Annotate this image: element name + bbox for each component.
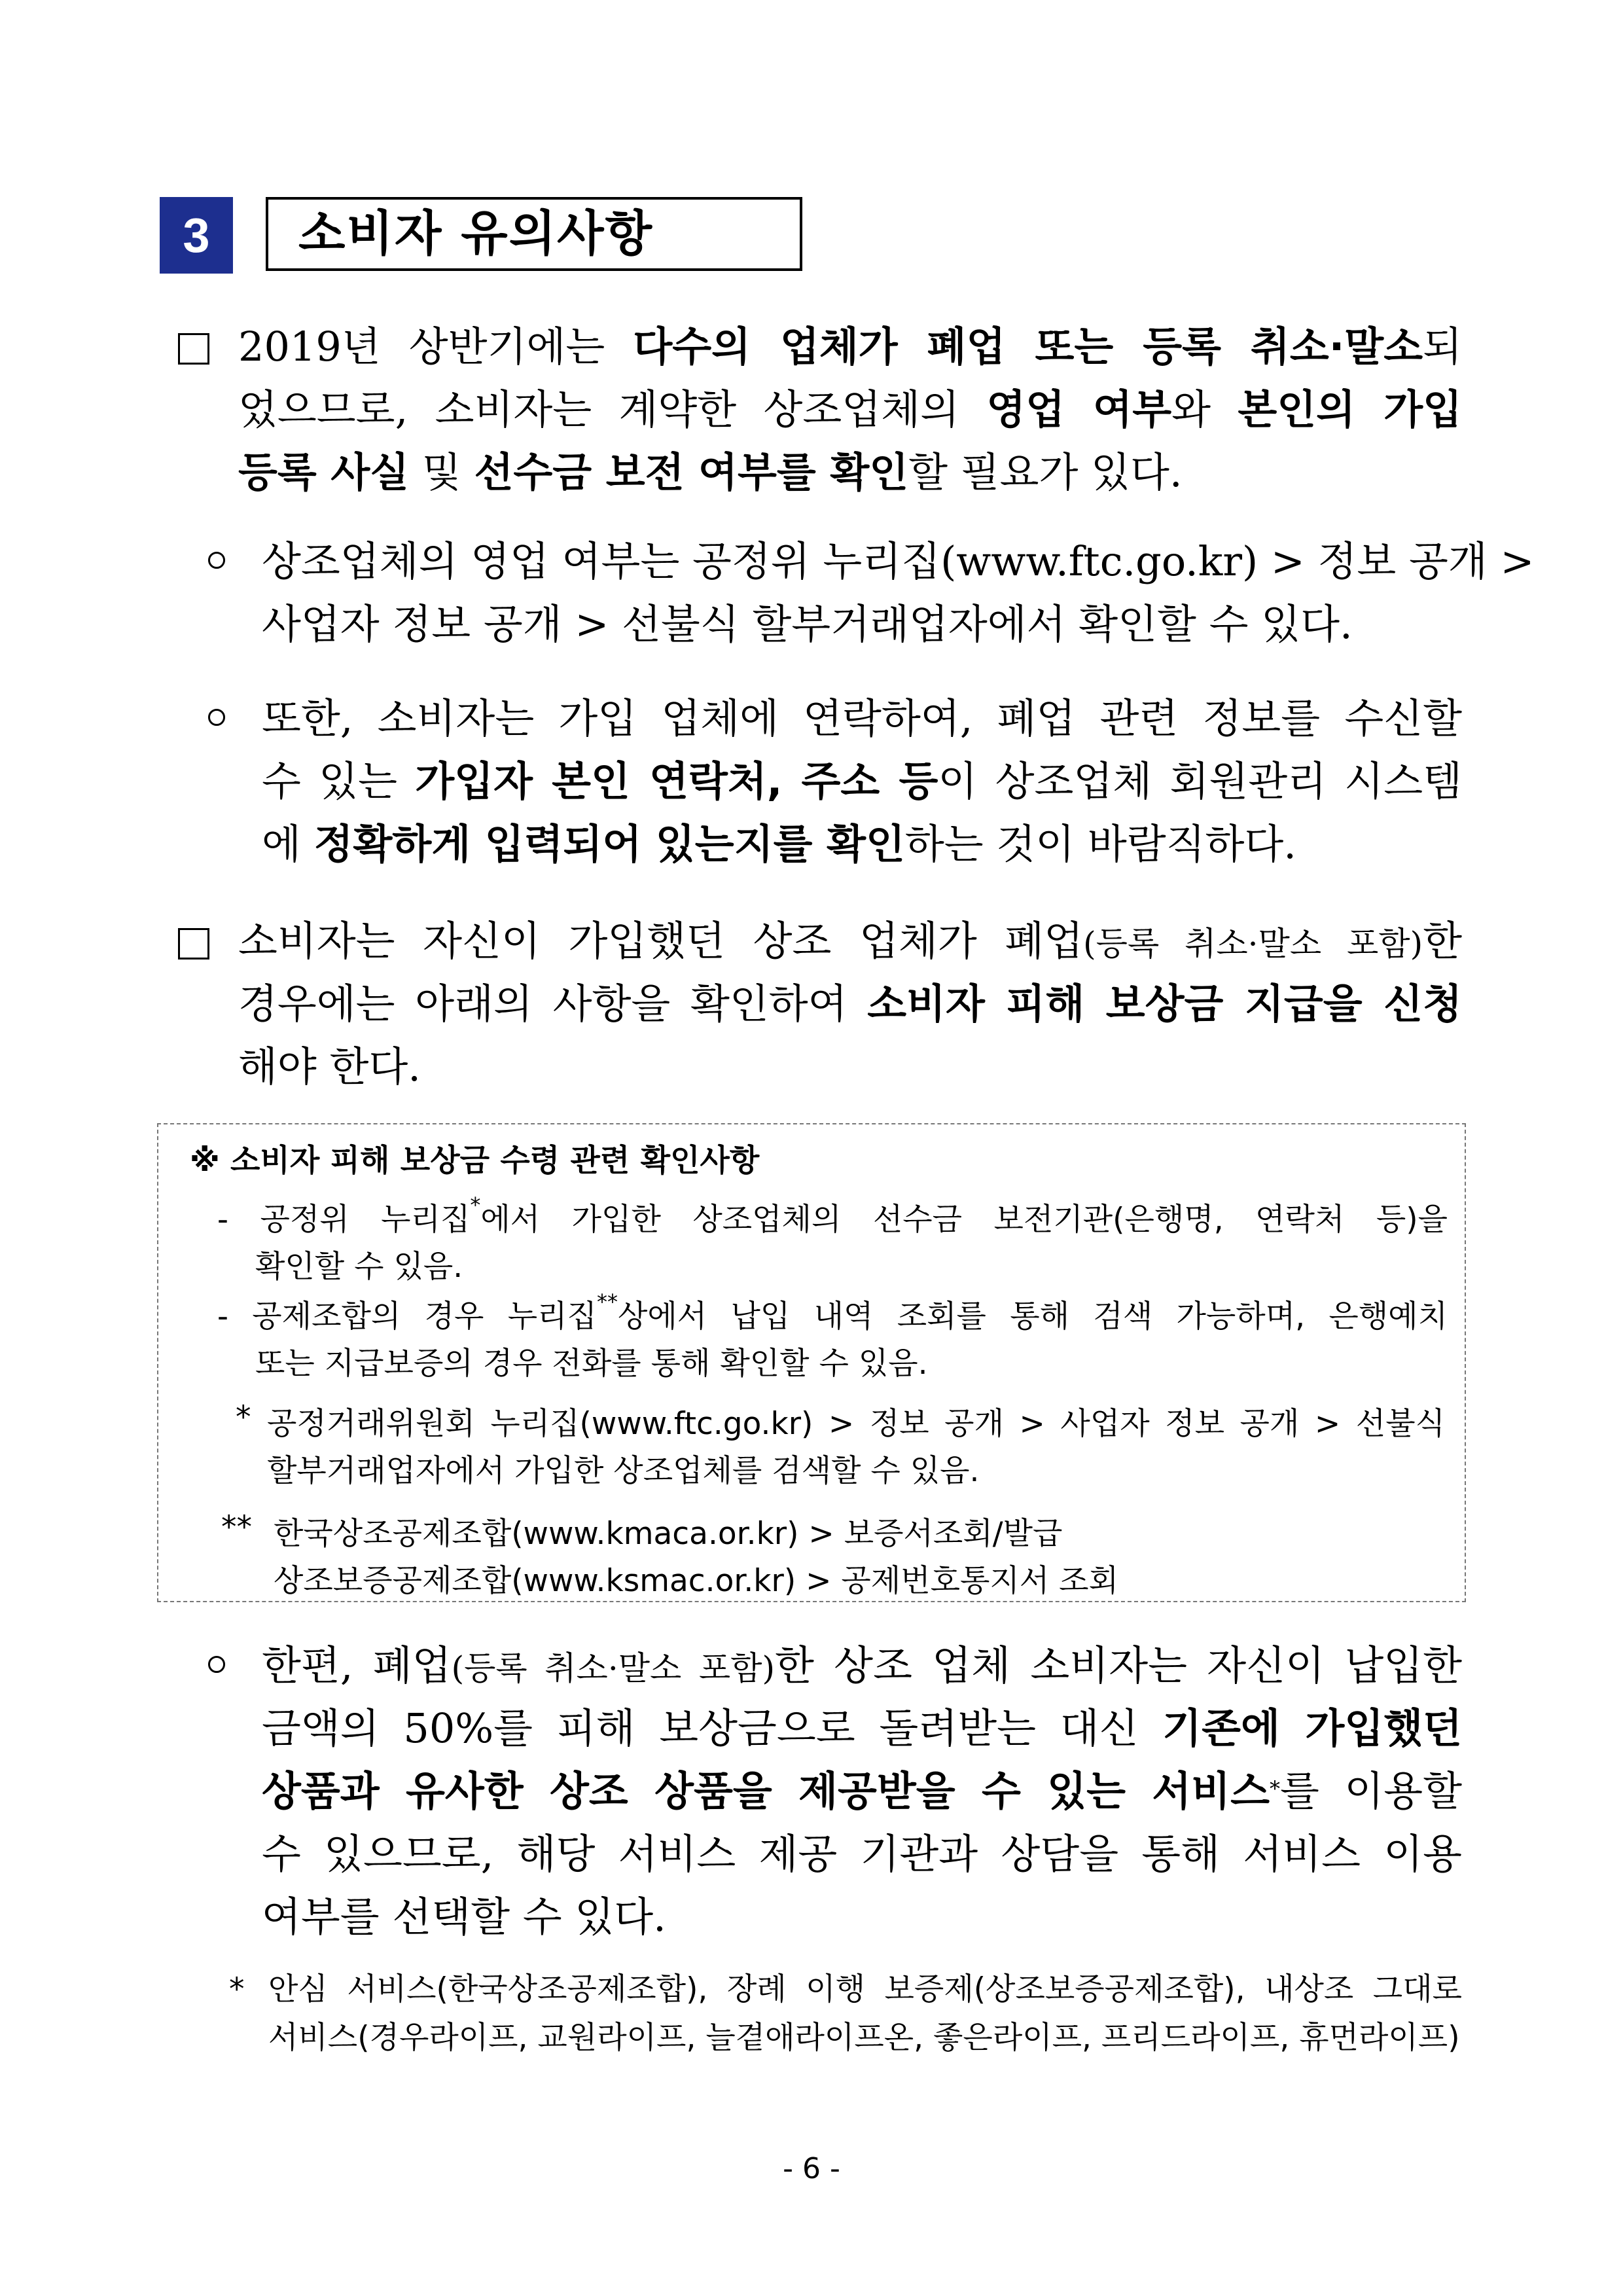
notice-box [157, 1123, 1466, 1602]
sub2-l2-seg2: 이 상조업체 회원관리 시스템 [938, 757, 1462, 805]
sub2-l2-seg0: 수 있는 [262, 757, 416, 805]
footnote-line1: 안심 서비스(한국상조공제조합), 장례 이행 보증제(상조보증공제조합), 내상조 그대로 [268, 1971, 1462, 2007]
circle-bullet [208, 1656, 225, 1673]
sub2-line3 [262, 818, 1296, 870]
sub2-l3-seg0: 에 [262, 820, 314, 868]
para1-line1 [238, 321, 1462, 373]
sub2-l2-seg1: 가입자 본인 연락처, 주소 등 [415, 757, 938, 805]
sub2-line2 [262, 755, 1462, 808]
para1-l2-seg3: 본인의 가입 [1238, 386, 1462, 433]
para1-l1-seg1: 다수의 업체가 폐업 또는 등록 취소·말소 [633, 323, 1423, 370]
section-title: 소비자 유의사항 [298, 206, 654, 262]
para1-line2 [238, 384, 1462, 436]
para2-line2 [238, 978, 1462, 1030]
para1-l2-seg1: 영업 여부 [986, 386, 1172, 433]
sub3-l3b: 를 이용할 [1279, 1767, 1462, 1815]
sub2-l3-seg1: 정확하게 입력되어 있는지를 확인 [313, 820, 905, 868]
checkbox-bullet [178, 333, 209, 365]
para1-l3-seg0: 등록 사실 [238, 448, 410, 496]
para2-l2b: 소비자 피해 보상금 지급을 신청 [867, 980, 1463, 1028]
para1-l3-seg2: 선수금 보전 여부를 확인 [474, 448, 909, 496]
sub3-l3-sup: * [1269, 1776, 1280, 1801]
sub3-line4: 수 있으므로, 해당 서비스 제공 기관과 상담을 통해 서비스 이용 [262, 1830, 1462, 1878]
sub1-line1: 상조업체의 영업 여부는 공정위 누리집(www.ftc.go.kr) > 정보 공개 > [262, 537, 1535, 585]
para2-line3: 해야 한다. [238, 1043, 421, 1090]
para1-line3 [238, 446, 1183, 499]
notice-footnote1-line2: 할부거래업자에서 가입한 상조업체를 검색할 수 있음. [267, 1453, 980, 1489]
para1-l3-seg3: 할 필요가 있다. [908, 448, 1183, 496]
notice-item1-sup: * [470, 1193, 481, 1217]
section-title-box [266, 197, 802, 271]
sub3-l3a: 상품과 유사한 상조 상품을 제공받을 수 있는 서비스 [262, 1767, 1270, 1815]
para1-l1-seg0: 2019년 상반기에는 [238, 323, 633, 370]
notice-footnote2-line2: 상조보증공제조합(www.ksmac.or.kr) > 공제번호통지서 조회 [274, 1563, 1118, 1599]
footnote-line2: 서비스(경우라이프, 교원라이프, 늘곁애라이프온, 좋은라이프, 프리드라이프, 휴먼라이프) [268, 2020, 1460, 2056]
para2-line1 [238, 915, 1462, 967]
page-number: - 6 - [783, 2152, 840, 2185]
notice-item2-line1 [217, 1289, 1448, 1336]
para1-l3-seg1: 및 [409, 448, 474, 496]
para1-l1-seg2: 되 [1423, 323, 1463, 370]
sub2-l3-seg2: 하는 것이 바람직하다. [904, 820, 1297, 868]
notice-item2-l1a: - 공제조합의 경우 누리집 [217, 1299, 597, 1335]
para1-l2-seg2: 와 [1171, 386, 1238, 433]
sub1-line2: 사업자 정보 공개 > 선불식 할부거래업자에서 확인할 수 있다. [262, 600, 1353, 648]
notice-item2-line2: 또는 지급보증의 경우 전화를 통해 확인할 수 있음. [255, 1346, 928, 1382]
notice-footnote1-mark: * [236, 1399, 251, 1435]
sub3-line2 [262, 1702, 1462, 1755]
notice-footnote1-line1: 공정거래위원회 누리집(www.ftc.go.kr) > 정보 공개 > 사업자 정보 공개 > 선불식 [267, 1406, 1445, 1442]
sub3-l1b: (등록 취소·말소 포함) [451, 1649, 775, 1687]
notice-footnote2-mark: ** [221, 1509, 252, 1545]
sub3-line5: 여부를 선택할 수 있다. [262, 1893, 666, 1941]
sub3-l2a: 금액의 50%를 피해 보상금으로 돌려받는 대신 [262, 1704, 1163, 1752]
section-number-badge: 3 [160, 197, 233, 274]
sub3-line1 [262, 1640, 1462, 1692]
notice-item1-line2: 확인할 수 있음. [255, 1249, 463, 1285]
para2-l1c: 한 [1423, 917, 1462, 965]
para2-l1a: 소비자는 자신이 가입했던 상조 업체가 폐업 [238, 917, 1084, 965]
notice-item1-l1a: - 공정위 누리집 [217, 1202, 471, 1238]
notice-footnote2-line1: 한국상조공제조합(www.kmaca.or.kr) > 보증서조회/발급 [274, 1516, 1063, 1552]
para2-l1b: (등록 취소·말소 포함) [1083, 925, 1423, 963]
sub3-l2b: 기존에 가입했던 [1162, 1704, 1462, 1752]
para1-l2-seg0: 었으므로, 소비자는 계약한 상조업체의 [238, 386, 987, 433]
sub3-l1a: 한편, 폐업 [262, 1641, 452, 1689]
notice-item2-sup: ** [596, 1289, 618, 1314]
checkbox-bullet [178, 928, 209, 960]
notice-item1-l1b: 에서 가입한 상조업체의 선수금 보전기관(은행명, 연락처 등)을 [480, 1202, 1448, 1238]
circle-bullet [208, 552, 225, 569]
circle-bullet [208, 709, 225, 726]
footnote-mark: * [229, 1971, 245, 2007]
sub2-line1: 또한, 소비자는 가입 업체에 연락하여, 폐업 관련 정보를 수신할 [262, 694, 1462, 742]
notice-item2-l1b: 상에서 납입 내역 조회를 통해 검색 가능하며, 은행예치 [617, 1299, 1448, 1335]
sub3-line3 [262, 1765, 1462, 1818]
notice-title: ※ 소비자 피해 보상금 수령 관련 확인사항 [190, 1143, 760, 1179]
sub3-l1c: 한 상조 업체 소비자는 자신이 납입한 [774, 1641, 1462, 1689]
para2-l2a: 경우에는 아래의 사항을 확인하여 [238, 980, 868, 1028]
notice-item1-line1 [217, 1195, 1448, 1239]
